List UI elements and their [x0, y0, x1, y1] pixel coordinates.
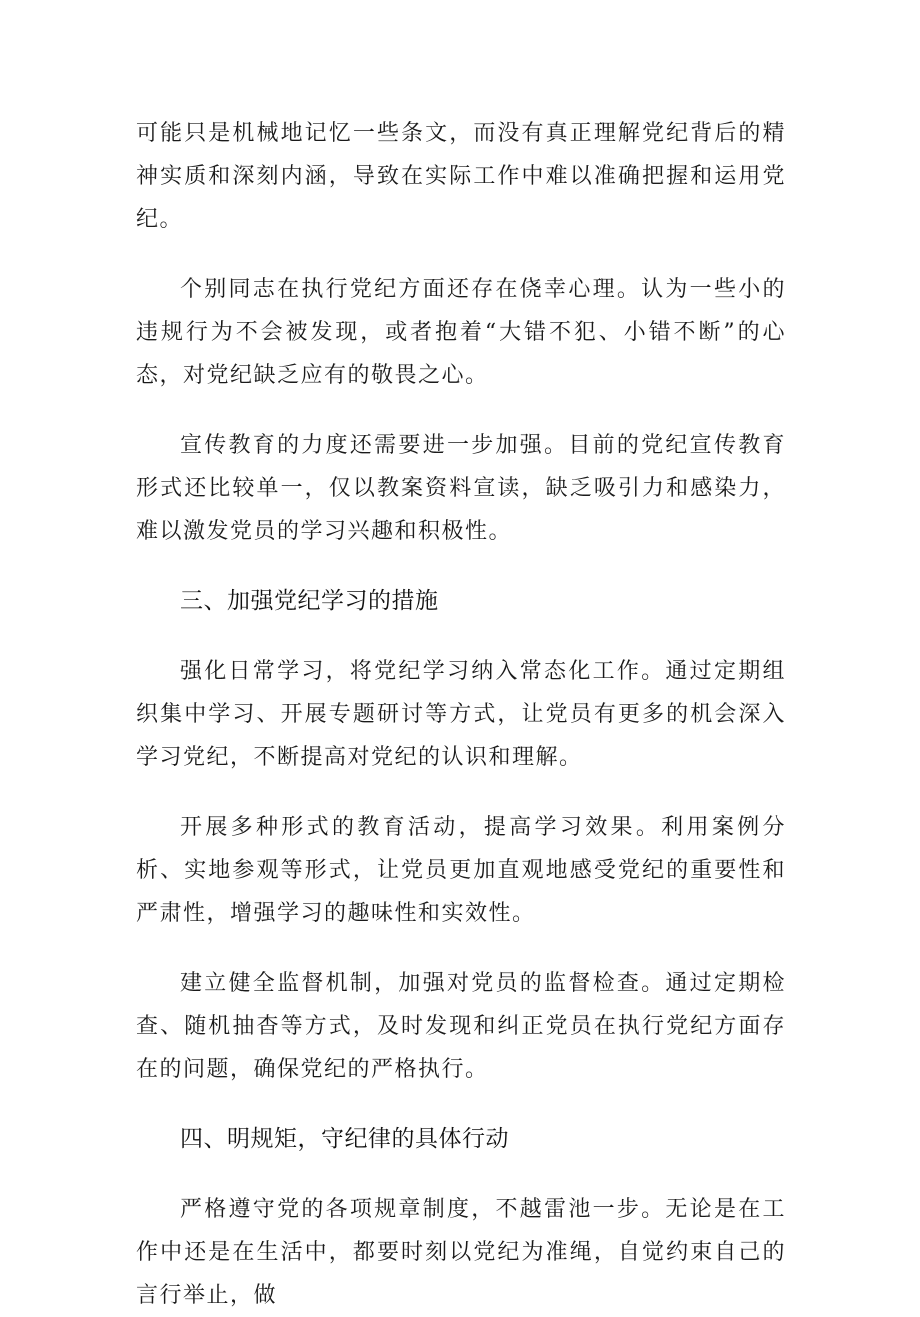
paragraph-lucky-mentality: 个别同志在执行党纪方面还存在侥幸心理。认为一些小的违规行为不会被发现，或者抱着“大错不犯、小错不断”的心态，对党纪缺乏应有的敬畏之心。	[136, 277, 786, 388]
paragraph-continuation: 可能只是机械地记忆一些条文，而没有真正理解党纪背后的精神实质和深刻内涵，导致在实际工作中难以准确把握和运用党纪。	[136, 121, 786, 232]
paragraph-obey-rules: 严格遵守党的各项规章制度，不越雷池一步。无论是在工作中还是在生活中，都要时刻以党纪为准绳，自觉约束自己的言行举止，做	[136, 1197, 786, 1308]
document-body	[136, 112, 786, 1317]
paragraph-education-activities: 开展多种形式的教育活动，提高学习效果。利用案例分析、实地参观等形式，让党员更加直观地感受党纪的重要性和严肃性，增强学习的趣味性和实效性。	[136, 815, 786, 926]
section-heading-actions: 四、明规矩，守纪律的具体行动	[180, 1126, 509, 1152]
paragraph-supervision: 建立健全监督机制，加强对党员的监督检查。通过定期检查、随机抽杳等方式，及时发现和纠正党员在执行党纪方面存在的问题，确保党纪的严格执行。	[136, 971, 786, 1082]
section-heading-measures: 三、加强党纪学习的措施	[180, 588, 439, 614]
paragraph-publicity-education: 宣传教育的力度还需要进一步加强。目前的党纪宣传教育形式还比较单一，仅以教案资料宣读，缺乏吸引力和感染力，难以激发党员的学习兴趣和积极性。	[136, 433, 786, 544]
paragraph-daily-study: 强化日常学习，将党纪学习纳入常态化工作。通过定期组织集中学习、开展专题研讨等方式，让党员有更多的机会深入学习党纪，不断提高对党纪的认识和理解。	[136, 659, 786, 770]
